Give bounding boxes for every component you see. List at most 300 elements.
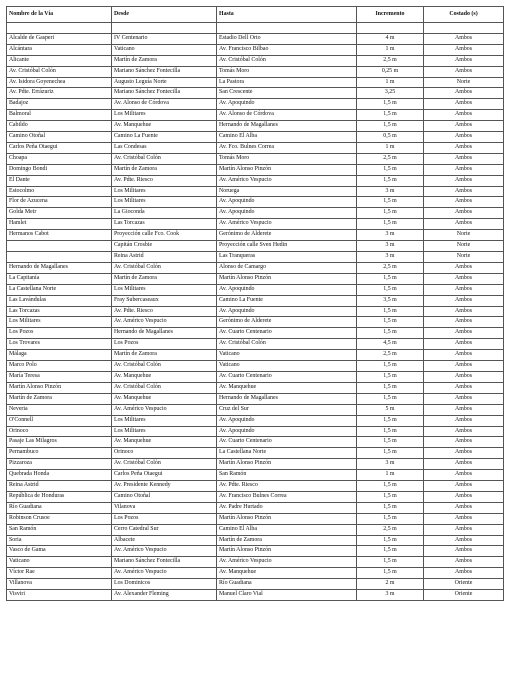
cell-hasta: Proyección calle Sven Hedin bbox=[217, 241, 357, 252]
cell-costado: Ambos bbox=[424, 110, 504, 121]
cell-hasta: Noruega bbox=[217, 186, 357, 197]
cell-nombre-via: Víctor Rae bbox=[7, 568, 112, 579]
cell-nombre-via: Martín Alonso Pinzón bbox=[7, 382, 112, 393]
cell-costado: Ambos bbox=[424, 175, 504, 186]
cell-desde: Los Militares bbox=[112, 426, 217, 437]
cell-nombre-via: Hermanos Cabot bbox=[7, 230, 112, 241]
cell-nombre-via: El Dante bbox=[7, 175, 112, 186]
cell-incremento: 4 m bbox=[357, 33, 424, 44]
cell-costado: Ambos bbox=[424, 55, 504, 66]
cell-desde: Reina Astrid bbox=[112, 252, 217, 263]
cell-costado: Ambos bbox=[424, 273, 504, 284]
cell-nombre-via: Av. Pdte. Errázuriz bbox=[7, 88, 112, 99]
table-row bbox=[7, 524, 504, 535]
cell-desde: Av. Pdte. Riesco bbox=[112, 175, 217, 186]
table-row bbox=[7, 513, 504, 524]
cell-desde: Albacete bbox=[112, 535, 217, 546]
cell-incremento: 1,5 m bbox=[357, 481, 424, 492]
cell-incremento: 1,5 m bbox=[357, 393, 424, 404]
street-widening-table bbox=[6, 6, 504, 601]
cell-desde: Martín de Zamora bbox=[112, 55, 217, 66]
cell-desde: Av. Manquehue bbox=[112, 393, 217, 404]
table-row bbox=[7, 437, 504, 448]
table-row bbox=[7, 470, 504, 481]
cell-costado: Oriente bbox=[424, 590, 504, 601]
cell-incremento: 1,5 m bbox=[357, 426, 424, 437]
cell-nombre-via: Marco Polo bbox=[7, 361, 112, 372]
cell-desde: Av. Américo Vespucio bbox=[112, 317, 217, 328]
table-row bbox=[7, 110, 504, 121]
cell-costado: Ambos bbox=[424, 262, 504, 273]
cell-nombre-via: Balmoral bbox=[7, 110, 112, 121]
cell-hasta: Camino La Fuente bbox=[217, 295, 357, 306]
table-row bbox=[7, 132, 504, 143]
cell-nombre-via: Carlos Peña Otaegui bbox=[7, 142, 112, 153]
cell-desde: Augusto Leguía Norte bbox=[112, 77, 217, 88]
cell-hasta: Tomás Moro bbox=[217, 66, 357, 77]
cell-hasta: Martín Alonso Pinzón bbox=[217, 459, 357, 470]
cell-incremento: 1,5 m bbox=[357, 448, 424, 459]
cell-nombre-via: Estocolmo bbox=[7, 186, 112, 197]
table-row bbox=[7, 426, 504, 437]
cell-nombre-via: Los Militares bbox=[7, 317, 112, 328]
cell-desde: Los Pozos bbox=[112, 513, 217, 524]
cell-hasta: Vaticano bbox=[217, 361, 357, 372]
cell-hasta: Av. Cuarto Centenario bbox=[217, 328, 357, 339]
cell-desde: Las Condesas bbox=[112, 142, 217, 153]
table-row bbox=[7, 361, 504, 372]
cell-hasta: Tomás Moro bbox=[217, 153, 357, 164]
cell-hasta: Estadio Dell Orto bbox=[217, 33, 357, 44]
cell-nombre-via bbox=[7, 241, 112, 252]
cell-nombre-via: San Ramón bbox=[7, 524, 112, 535]
cell-costado: Ambos bbox=[424, 328, 504, 339]
cell-incremento: 1,5 m bbox=[357, 208, 424, 219]
table-row bbox=[7, 77, 504, 88]
cell-hasta: Av. Apoquindo bbox=[217, 197, 357, 208]
table-row bbox=[7, 459, 504, 470]
cell-desde: Av. Pdte. Riesco bbox=[112, 306, 217, 317]
cell-hasta: Manuel Claro Vial bbox=[217, 590, 357, 601]
cell-nombre-via: Camino Otoñal bbox=[7, 132, 112, 143]
table-row bbox=[7, 55, 504, 66]
cell-costado: Ambos bbox=[424, 371, 504, 382]
cell-incremento: 1,5 m bbox=[357, 175, 424, 186]
cell-desde: Los Militares bbox=[112, 197, 217, 208]
cell-nombre-via: Neveria bbox=[7, 404, 112, 415]
cell-nombre-via: Pasaje Las Milagros bbox=[7, 437, 112, 448]
cell-hasta: Gerónimo de Alderete bbox=[217, 230, 357, 241]
cell-hasta: La Castellana Norte bbox=[217, 448, 357, 459]
cell-hasta: La Pastora bbox=[217, 77, 357, 88]
cell-nombre-via: Pernambuco bbox=[7, 448, 112, 459]
cell-desde: Av. Manquehue bbox=[112, 437, 217, 448]
table-row bbox=[7, 99, 504, 110]
cell-desde: Martín de Zamora bbox=[112, 273, 217, 284]
cell-costado: Ambos bbox=[424, 350, 504, 361]
cell-nombre-via: Las Lavándulas bbox=[7, 295, 112, 306]
cell-incremento: 2,5 m bbox=[357, 262, 424, 273]
header-incremento: Incremento bbox=[357, 7, 424, 23]
table-header-row bbox=[7, 7, 504, 23]
cell-desde: Av. Manquehue bbox=[112, 121, 217, 132]
cell-nombre-via: Las Torcazas bbox=[7, 306, 112, 317]
cell-hasta: Av. Apoquindo bbox=[217, 306, 357, 317]
cell-desde: Mariano Sánchez Fontecilla bbox=[112, 88, 217, 99]
cell-incremento: 1,5 m bbox=[357, 371, 424, 382]
cell-incremento: 1,5 m bbox=[357, 513, 424, 524]
cell-hasta: Hernando de Magallanes bbox=[217, 393, 357, 404]
table-row bbox=[7, 579, 504, 590]
cell-nombre-via: Flor de Azucena bbox=[7, 197, 112, 208]
cell-nombre-via: Robinson Crusoe bbox=[7, 513, 112, 524]
header-nombre-via: Nombre de la Vía bbox=[7, 7, 112, 23]
cell-costado: Ambos bbox=[424, 437, 504, 448]
cell-desde: Av. Cristóbal Colón bbox=[112, 459, 217, 470]
blank-cell bbox=[217, 23, 357, 34]
table-row bbox=[7, 328, 504, 339]
table-row bbox=[7, 284, 504, 295]
cell-costado: Ambos bbox=[424, 546, 504, 557]
cell-hasta: Av. Fco. Bulnes Correa bbox=[217, 142, 357, 153]
cell-incremento: 1 m bbox=[357, 142, 424, 153]
cell-costado: Ambos bbox=[424, 557, 504, 568]
header-desde: Desde bbox=[112, 7, 217, 23]
cell-desde: Capitán Crosbie bbox=[112, 241, 217, 252]
cell-desde: Av. Alonso de Córdova bbox=[112, 99, 217, 110]
cell-incremento: 1,5 m bbox=[357, 535, 424, 546]
table-row bbox=[7, 306, 504, 317]
cell-costado: Ambos bbox=[424, 382, 504, 393]
cell-desde: Martín de Zamora bbox=[112, 164, 217, 175]
cell-desde: Av. Alexander Fleming bbox=[112, 590, 217, 601]
cell-hasta: Martín Alonso Pinzón bbox=[217, 273, 357, 284]
cell-hasta: Av. Manquehue bbox=[217, 568, 357, 579]
table-row bbox=[7, 121, 504, 132]
cell-incremento: 1,5 m bbox=[357, 328, 424, 339]
cell-incremento: 1,5 m bbox=[357, 219, 424, 230]
cell-hasta: Hernando de Magallanes bbox=[217, 121, 357, 132]
cell-hasta: Vaticano bbox=[217, 350, 357, 361]
cell-incremento: 1 m bbox=[357, 470, 424, 481]
table-row bbox=[7, 448, 504, 459]
table-row bbox=[7, 546, 504, 557]
table-row bbox=[7, 175, 504, 186]
cell-incremento: 1,5 m bbox=[357, 284, 424, 295]
cell-nombre-via: Hamlet bbox=[7, 219, 112, 230]
cell-costado: Oriente bbox=[424, 579, 504, 590]
table-row bbox=[7, 252, 504, 263]
cell-incremento: 1,5 m bbox=[357, 317, 424, 328]
cell-nombre-via: Golda Meir bbox=[7, 208, 112, 219]
cell-incremento: 2,5 m bbox=[357, 55, 424, 66]
cell-incremento: 3 m bbox=[357, 459, 424, 470]
cell-incremento: 0,25 m bbox=[357, 66, 424, 77]
table-row bbox=[7, 393, 504, 404]
cell-hasta: Las Tranqueras bbox=[217, 252, 357, 263]
cell-desde: Av. Cristóbal Colón bbox=[112, 153, 217, 164]
cell-costado: Ambos bbox=[424, 404, 504, 415]
blank-cell bbox=[7, 23, 112, 34]
table-row bbox=[7, 153, 504, 164]
table-row bbox=[7, 219, 504, 230]
cell-hasta: Alonso de Camargo bbox=[217, 262, 357, 273]
cell-desde: IV Centenario bbox=[112, 33, 217, 44]
cell-costado: Ambos bbox=[424, 524, 504, 535]
cell-nombre-via: Hernando de Magallanes bbox=[7, 262, 112, 273]
cell-desde: Los Dominicos bbox=[112, 579, 217, 590]
cell-nombre-via: Av. Cristóbal Colón bbox=[7, 66, 112, 77]
cell-incremento: 1 m bbox=[357, 44, 424, 55]
cell-costado: Ambos bbox=[424, 459, 504, 470]
cell-hasta: Av. Padre Hurtado bbox=[217, 502, 357, 513]
table-row bbox=[7, 317, 504, 328]
table-row bbox=[7, 535, 504, 546]
cell-incremento: 1,5 m bbox=[357, 557, 424, 568]
cell-desde: Proyección calle Fco. Cook bbox=[112, 230, 217, 241]
table-row bbox=[7, 33, 504, 44]
table-row bbox=[7, 295, 504, 306]
table-row bbox=[7, 208, 504, 219]
cell-hasta: Av. Apoquindo bbox=[217, 426, 357, 437]
cell-nombre-via: Los Pozos bbox=[7, 328, 112, 339]
cell-hasta: Av. Américo Vespucio bbox=[217, 557, 357, 568]
cell-hasta: Av. Cuarto Centenario bbox=[217, 437, 357, 448]
blank-row bbox=[7, 23, 504, 34]
cell-incremento: 1 m bbox=[357, 77, 424, 88]
cell-nombre-via: O'Connell bbox=[7, 415, 112, 426]
cell-hasta: Av. Alonso de Córdova bbox=[217, 110, 357, 121]
cell-desde: Av. Américo Vespucio bbox=[112, 546, 217, 557]
cell-costado: Ambos bbox=[424, 415, 504, 426]
cell-nombre-via: Alcántara bbox=[7, 44, 112, 55]
cell-incremento: 3 m bbox=[357, 252, 424, 263]
table-row bbox=[7, 142, 504, 153]
cell-costado: Norte bbox=[424, 230, 504, 241]
table-row bbox=[7, 371, 504, 382]
cell-hasta: Av. Cristóbal Colón bbox=[217, 55, 357, 66]
table-row bbox=[7, 557, 504, 568]
cell-costado: Norte bbox=[424, 252, 504, 263]
cell-desde: Camino La Fuente bbox=[112, 132, 217, 143]
cell-costado: Ambos bbox=[424, 481, 504, 492]
cell-incremento: 1,5 m bbox=[357, 361, 424, 372]
cell-hasta: Av. Apoquindo bbox=[217, 415, 357, 426]
cell-desde: Av. Américo Vespucio bbox=[112, 568, 217, 579]
cell-costado: Ambos bbox=[424, 491, 504, 502]
cell-hasta: Av. Américo Vespucio bbox=[217, 175, 357, 186]
table-body bbox=[7, 23, 504, 601]
table-row bbox=[7, 415, 504, 426]
cell-hasta: Camino El Alba bbox=[217, 132, 357, 143]
cell-hasta: Av. Américo Vespucio bbox=[217, 219, 357, 230]
cell-costado: Ambos bbox=[424, 121, 504, 132]
cell-hasta: Av. Francisco Bilbao bbox=[217, 44, 357, 55]
cell-costado: Ambos bbox=[424, 208, 504, 219]
table-row bbox=[7, 164, 504, 175]
document-page bbox=[6, 6, 503, 601]
cell-costado: Ambos bbox=[424, 153, 504, 164]
cell-incremento: 5 m bbox=[357, 404, 424, 415]
cell-desde: Mariano Sánchez Fontecilla bbox=[112, 66, 217, 77]
cell-desde: Av. Américo Vespucio bbox=[112, 404, 217, 415]
table-row bbox=[7, 502, 504, 513]
table-row bbox=[7, 44, 504, 55]
cell-incremento: 1,5 m bbox=[357, 99, 424, 110]
table-row bbox=[7, 339, 504, 350]
cell-desde: Mariano Sánchez Fontecilla bbox=[112, 557, 217, 568]
cell-hasta: Gerónimo de Alderete bbox=[217, 317, 357, 328]
cell-incremento: 1,5 m bbox=[357, 110, 424, 121]
cell-nombre-via: Vasco de Gama bbox=[7, 546, 112, 557]
cell-incremento: 3 m bbox=[357, 241, 424, 252]
cell-costado: Ambos bbox=[424, 33, 504, 44]
cell-costado: Ambos bbox=[424, 339, 504, 350]
cell-incremento: 3,25 bbox=[357, 88, 424, 99]
cell-hasta: Av. Cristóbal Colón bbox=[217, 339, 357, 350]
cell-hasta: Av. Francisco Bulnes Correa bbox=[217, 491, 357, 502]
table-row bbox=[7, 241, 504, 252]
cell-costado: Ambos bbox=[424, 568, 504, 579]
cell-desde: La Gioconda bbox=[112, 208, 217, 219]
cell-incremento: 1,5 m bbox=[357, 415, 424, 426]
cell-costado: Ambos bbox=[424, 295, 504, 306]
cell-nombre-via: Alcalde de Gasperi bbox=[7, 33, 112, 44]
cell-costado: Norte bbox=[424, 77, 504, 88]
cell-desde: Los Militares bbox=[112, 284, 217, 295]
cell-costado: Norte bbox=[424, 241, 504, 252]
cell-hasta: Río Guadiana bbox=[217, 579, 357, 590]
cell-nombre-via: Reina Astrid bbox=[7, 481, 112, 492]
table-row bbox=[7, 262, 504, 273]
cell-costado: Ambos bbox=[424, 284, 504, 295]
cell-nombre-via: Badajoz bbox=[7, 99, 112, 110]
cell-hasta: Av. Apoquindo bbox=[217, 99, 357, 110]
cell-hasta: Av. Apoquindo bbox=[217, 284, 357, 295]
cell-desde: Los Pozos bbox=[112, 339, 217, 350]
cell-nombre-via: República de Honduras bbox=[7, 491, 112, 502]
table-row bbox=[7, 88, 504, 99]
cell-incremento: 1,5 m bbox=[357, 437, 424, 448]
cell-hasta: Martín Alonso Pinzón bbox=[217, 546, 357, 557]
cell-costado: Ambos bbox=[424, 142, 504, 153]
table-row bbox=[7, 197, 504, 208]
cell-costado: Ambos bbox=[424, 502, 504, 513]
cell-desde: Los Militares bbox=[112, 110, 217, 121]
cell-nombre-via: Domingo Bondi bbox=[7, 164, 112, 175]
cell-incremento: 1,5 m bbox=[357, 197, 424, 208]
cell-hasta: Av. Cuarto Centenario bbox=[217, 371, 357, 382]
cell-incremento: 1,5 m bbox=[357, 502, 424, 513]
cell-costado: Ambos bbox=[424, 186, 504, 197]
table-row bbox=[7, 568, 504, 579]
cell-nombre-via bbox=[7, 252, 112, 263]
cell-nombre-via: María Teresa bbox=[7, 371, 112, 382]
cell-costado: Ambos bbox=[424, 426, 504, 437]
table-row bbox=[7, 186, 504, 197]
cell-incremento: 4,5 m bbox=[357, 339, 424, 350]
cell-desde: Camino Otoñal bbox=[112, 491, 217, 502]
cell-hasta: Av. Pdte. Riesco bbox=[217, 481, 357, 492]
cell-desde: Los Militares bbox=[112, 415, 217, 426]
cell-costado: Ambos bbox=[424, 164, 504, 175]
cell-nombre-via: Soria bbox=[7, 535, 112, 546]
cell-nombre-via: Choapa bbox=[7, 153, 112, 164]
cell-hasta: Martín Alonso Pinzón bbox=[217, 513, 357, 524]
cell-nombre-via: Río Guadiana bbox=[7, 502, 112, 513]
cell-nombre-via: Quebrada Honda bbox=[7, 470, 112, 481]
cell-desde: Martín de Zamora bbox=[112, 350, 217, 361]
cell-desde: Orinoco bbox=[112, 448, 217, 459]
cell-nombre-via: La Castellana Norte bbox=[7, 284, 112, 295]
cell-costado: Ambos bbox=[424, 197, 504, 208]
cell-incremento: 3 m bbox=[357, 230, 424, 241]
table-row bbox=[7, 230, 504, 241]
cell-nombre-via: Av. Isidora Goyenechea bbox=[7, 77, 112, 88]
cell-nombre-via: Alicante bbox=[7, 55, 112, 66]
cell-costado: Ambos bbox=[424, 393, 504, 404]
cell-hasta: Cruz del Sur bbox=[217, 404, 357, 415]
cell-nombre-via: Cabildo bbox=[7, 121, 112, 132]
cell-costado: Ambos bbox=[424, 361, 504, 372]
cell-costado: Ambos bbox=[424, 470, 504, 481]
cell-costado: Ambos bbox=[424, 317, 504, 328]
cell-hasta: Camino El Alba bbox=[217, 524, 357, 535]
cell-desde: Av. Cristóbal Colón bbox=[112, 361, 217, 372]
cell-incremento: 2,5 m bbox=[357, 350, 424, 361]
cell-incremento: 1,5 m bbox=[357, 382, 424, 393]
table-row bbox=[7, 382, 504, 393]
cell-desde: Fray Subercaseaux bbox=[112, 295, 217, 306]
cell-desde: Hernando de Magallanes bbox=[112, 328, 217, 339]
cell-incremento: 1,5 m bbox=[357, 273, 424, 284]
cell-desde: Av. Presidente Kennedy bbox=[112, 481, 217, 492]
table-row bbox=[7, 404, 504, 415]
cell-hasta: San Crescente bbox=[217, 88, 357, 99]
cell-costado: Ambos bbox=[424, 66, 504, 77]
blank-cell bbox=[357, 23, 424, 34]
cell-incremento: 2,5 m bbox=[357, 153, 424, 164]
cell-incremento: 2 m bbox=[357, 579, 424, 590]
cell-nombre-via: Vaticano bbox=[7, 557, 112, 568]
blank-cell bbox=[112, 23, 217, 34]
cell-costado: Ambos bbox=[424, 88, 504, 99]
cell-incremento: 1,5 m bbox=[357, 491, 424, 502]
cell-desde: Los Militares bbox=[112, 186, 217, 197]
cell-desde: Av. Cristóbal Colón bbox=[112, 382, 217, 393]
cell-incremento: 2,5 m bbox=[357, 524, 424, 535]
cell-incremento: 1,5 m bbox=[357, 121, 424, 132]
cell-nombre-via: Orinoco bbox=[7, 426, 112, 437]
cell-costado: Ambos bbox=[424, 448, 504, 459]
cell-nombre-via: Los Trovares bbox=[7, 339, 112, 350]
cell-incremento: 1,5 m bbox=[357, 568, 424, 579]
cell-hasta: Martín de Zamora bbox=[217, 535, 357, 546]
cell-desde: Las Torcazas bbox=[112, 219, 217, 230]
cell-incremento: 1,5 m bbox=[357, 306, 424, 317]
cell-desde: Av. Manquehue bbox=[112, 371, 217, 382]
cell-costado: Ambos bbox=[424, 99, 504, 110]
cell-incremento: 3 m bbox=[357, 186, 424, 197]
table-row bbox=[7, 481, 504, 492]
cell-costado: Ambos bbox=[424, 219, 504, 230]
cell-incremento: 1,5 m bbox=[357, 546, 424, 557]
cell-incremento: 0,5 m bbox=[357, 132, 424, 143]
cell-costado: Ambos bbox=[424, 132, 504, 143]
cell-nombre-via: Martín de Zamora bbox=[7, 393, 112, 404]
cell-incremento: 1,5 m bbox=[357, 164, 424, 175]
cell-hasta: Av. Manquehue bbox=[217, 382, 357, 393]
